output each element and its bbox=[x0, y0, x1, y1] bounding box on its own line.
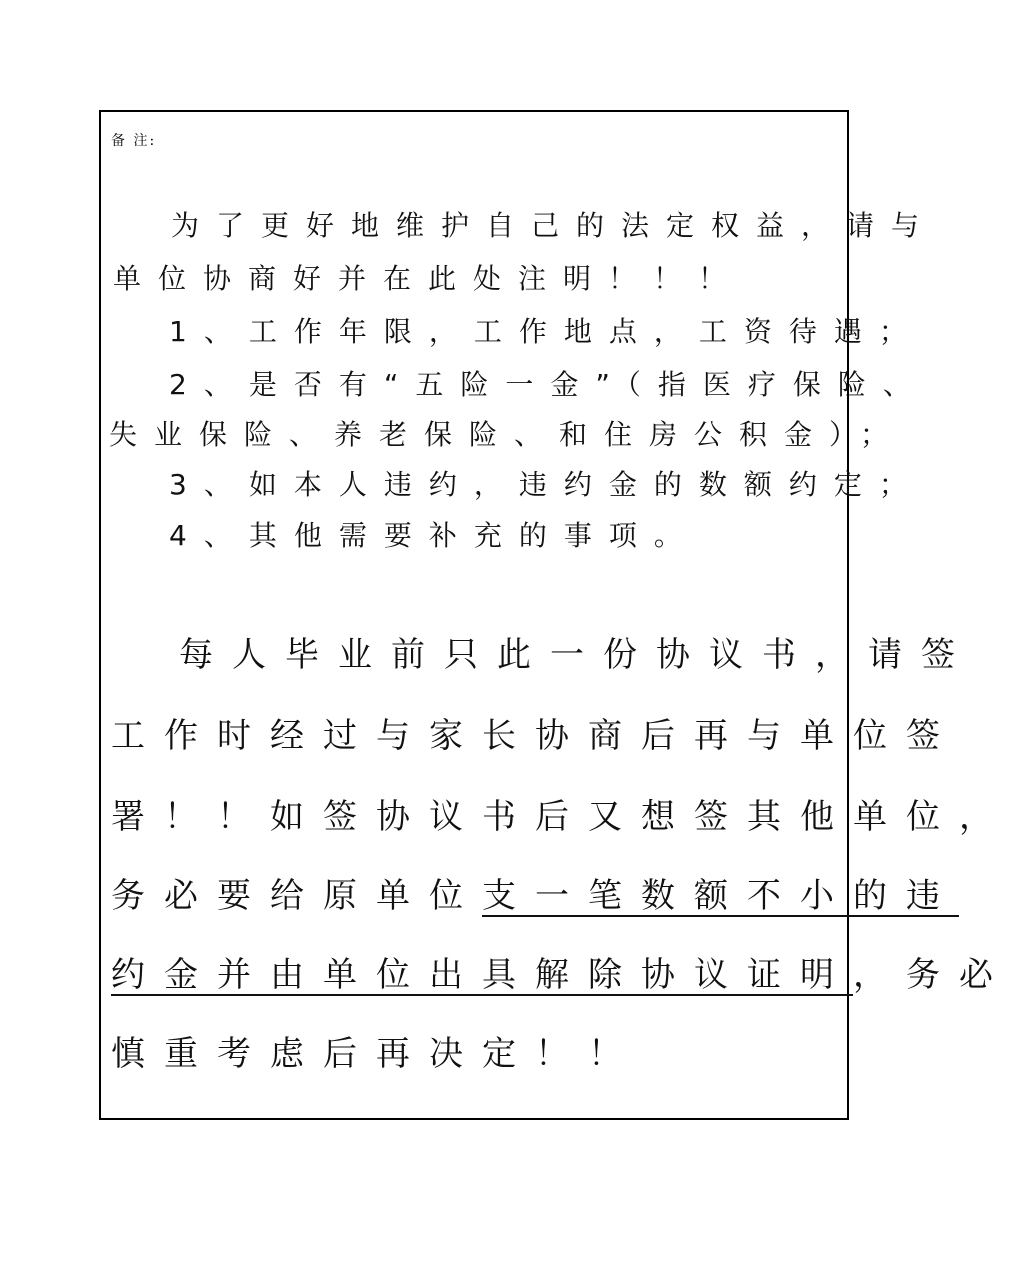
handwritten-line-13: 慎重考虑后再决定！！ bbox=[111, 1034, 641, 1074]
remarks-box bbox=[99, 110, 1012, 1120]
handwritten-line-5: 失业保险、养老保险、和住房公积金）； bbox=[109, 418, 906, 451]
remarks-label: 备 注: bbox=[111, 133, 157, 149]
handwritten-line-2: 单位协商好并在此处注明！！！ bbox=[113, 262, 744, 295]
handwritten-line-11-plain: 务必要给原单位 bbox=[111, 876, 482, 916]
handwritten-line-11 bbox=[111, 868, 959, 917]
handwritten-line-8: 每人毕业前只此一份协议书，请签 bbox=[179, 635, 974, 675]
handwritten-line-7: 4、其他需要补充的事项。 bbox=[169, 519, 699, 552]
handwritten-line-12-underlined: 约金并由单位出具解除协议证明 bbox=[111, 955, 853, 995]
handwritten-line-11-underlined: 支一笔数额不小的违 bbox=[482, 876, 959, 916]
handwritten-line-1: 为了更好地维护自己的法定权益，请与 bbox=[171, 209, 937, 242]
handwritten-line-12 bbox=[111, 947, 1012, 996]
handwritten-line-4: 2、是否有“五险一金”（指医疗保险、 bbox=[169, 368, 928, 401]
handwritten-line-10: 署！！如签协议书后又想签其他单位， bbox=[111, 797, 1012, 837]
handwritten-line-9: 工作时经过与家长协商后再与单位签 bbox=[111, 716, 959, 756]
handwritten-line-12-plain: ，务必 bbox=[853, 955, 1012, 995]
handwritten-line-3: 1、工作年限，工作地点，工资待遇； bbox=[169, 315, 924, 348]
handwritten-line-6: 3、如本人违约，违约金的数额约定； bbox=[169, 468, 924, 501]
